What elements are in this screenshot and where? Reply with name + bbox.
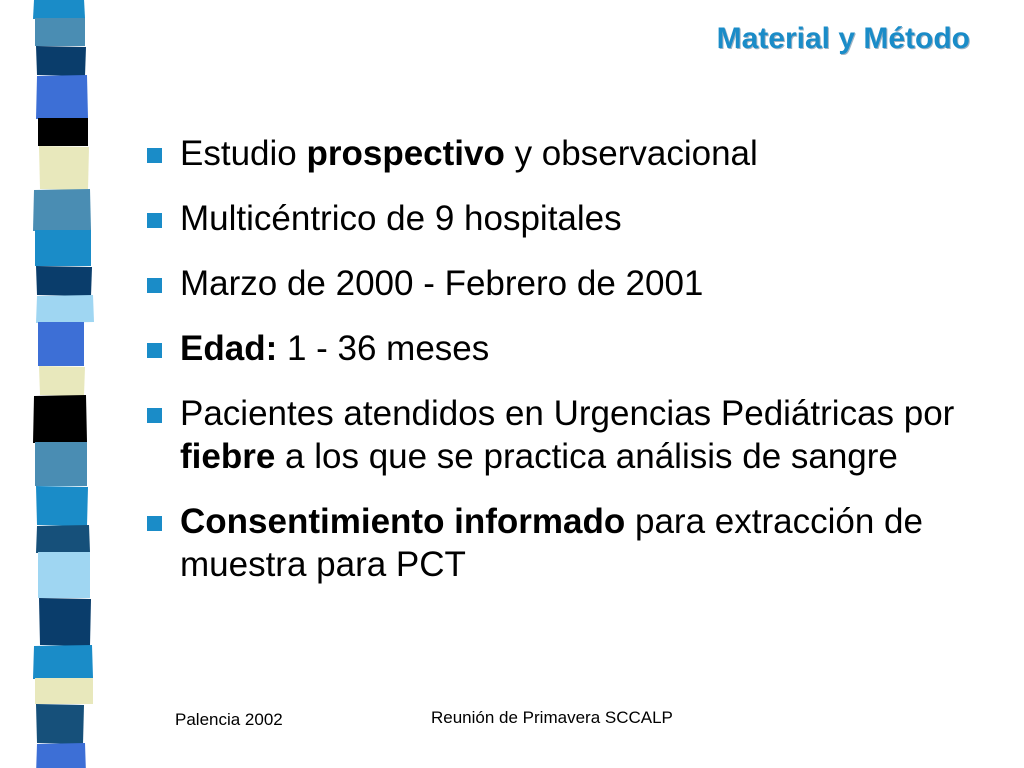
stripe-block (36, 75, 88, 119)
stripe-block (33, 645, 93, 679)
text-run: Multicéntrico de 9 hospitales (180, 199, 622, 238)
stripe-block (38, 118, 88, 146)
stripe-block (36, 266, 92, 296)
stripe-block (36, 525, 90, 553)
bullet-text (180, 329, 489, 368)
text-run: y observacional (504, 134, 758, 173)
text-run: a los que se practica análisis de sangre (275, 437, 898, 476)
stripe-block (35, 678, 93, 704)
bullet-text (180, 264, 703, 303)
footer-event: Reunión de Primavera SCCALP (431, 708, 673, 727)
footer-location: Palencia 2002 (175, 710, 283, 729)
bullet-item (142, 132, 992, 175)
bullet-text (180, 502, 923, 584)
square-bullet-icon (147, 343, 162, 358)
bullet-text (180, 199, 622, 238)
slide-title: Material y Método (716, 22, 970, 55)
bullet-text (180, 394, 954, 476)
text-run: Estudio (180, 134, 307, 173)
square-bullet-icon (147, 516, 162, 531)
bold-text-run: Edad: (180, 329, 278, 368)
text-run: Marzo de 2000 - Febrero de 2001 (180, 264, 704, 303)
stripe-block (36, 295, 94, 323)
bullet-item (142, 262, 992, 305)
stripe-block (39, 146, 89, 190)
stripe-block (39, 598, 91, 646)
stripe-block (38, 552, 90, 598)
bold-text-run: fiebre (180, 437, 276, 476)
text-run: Pacientes atendidos en Urgencias Pediátricas por (180, 394, 955, 433)
square-bullet-icon (147, 148, 162, 163)
stripe-block (33, 189, 91, 231)
stripe-block (36, 486, 88, 526)
bold-text-run: prospectivo (306, 134, 505, 173)
bullet-item (142, 392, 992, 478)
stripe-block (36, 743, 86, 768)
bullet-item (142, 500, 992, 586)
stripe-block (35, 230, 91, 266)
bullet-list (142, 132, 992, 608)
stripe-block (38, 322, 84, 366)
stripe-block (35, 442, 87, 486)
stripe-block (35, 18, 85, 46)
text-run: para extracción de muestra para PCT (180, 502, 923, 584)
bullet-text (180, 134, 758, 173)
bullet-item (142, 197, 992, 240)
stripe-block (36, 704, 84, 744)
bullet-item (142, 327, 992, 370)
square-bullet-icon (147, 278, 162, 293)
bold-text-run: Consentimiento informado (180, 502, 626, 541)
stripe-block (33, 0, 85, 19)
square-bullet-icon (147, 213, 162, 228)
stripe-block (33, 395, 87, 443)
decorative-stripe (0, 0, 100, 768)
stripe-block (39, 366, 85, 396)
text-run: 1 - 36 meses (277, 329, 490, 368)
square-bullet-icon (147, 408, 162, 423)
stripe-block (36, 46, 86, 76)
